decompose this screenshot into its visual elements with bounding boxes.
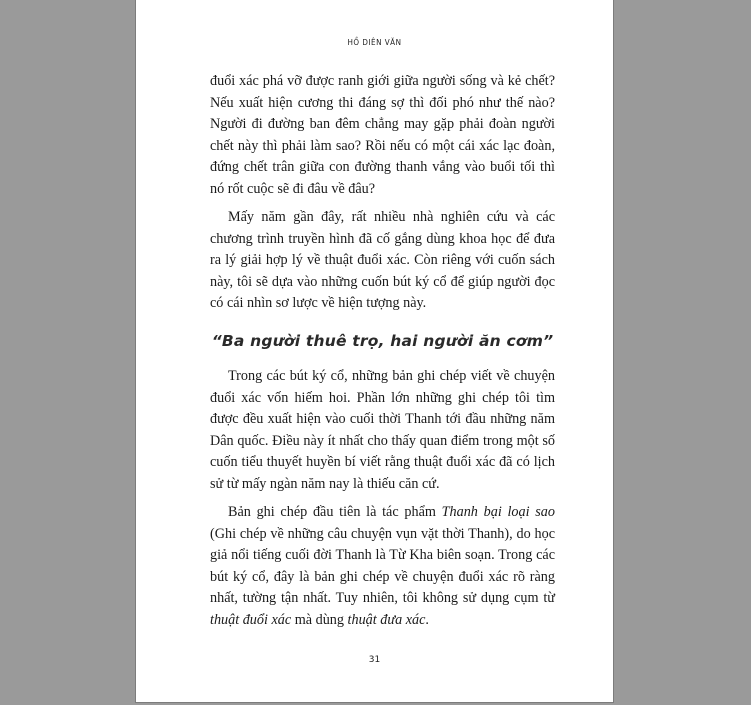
term-thuat-dua-xac: thuật đưa xác — [347, 611, 426, 628]
term-thuat-duoi-xac: thuật đuổi xác — [210, 611, 292, 628]
book-page — [135, 0, 614, 703]
book-title-italic: Thanh bại loại sao — [441, 504, 555, 520]
paragraph-4-part-c: (Ghi chép về những câu chuyện vụn vặt thời Thanh), do học giả nổi tiếng cuối đời Thanh là Từ Kha biên soạn. Trong các bút ký cổ, đây là bản ghi chép về chuyện đuổi xác rõ ràng nhất, tường tận nhất. Tuy nhiên, tôi không sử dụng cụm từ — [210, 525, 555, 607]
paragraph-4-text — [210, 502, 555, 632]
paragraph-4-part-e: mà dùng — [291, 611, 348, 628]
paragraph-4-part-a: Bản ghi chép đầu tiên là tác phẩm — [228, 504, 442, 520]
page-number: 31 — [368, 655, 381, 665]
section-heading: “Ba người thuê trọ, hai người ăn cơm” — [211, 332, 554, 350]
paragraph-2-text: Mấy năm gần đây, rất nhiều nhà nghiên cứu và các chương trình truyền hình đã cố gắng dùng khoa học để đưa ra lý giải hợp lý về thuật đuổi xác. Còn riêng với cuốn sách này, tôi sẽ dựa vào những cuốn bút ký cổ để giúp người đọc có cái nhìn sơ lược về hiện tượng này. — [210, 209, 555, 312]
paragraph-4 — [210, 502, 555, 632]
paragraph-3-text: Trong các bút ký cổ, những bản ghi chép viết về chuyện đuổi xác vốn hiếm hoi. Phần lớn những ghi chép tôi tìm được đều xuất hiện vào cuối thời Thanh tới đầu những năm Dân quốc. Điều này ít nhất cho thấy quan điểm trong một số cuốn tiểu thuyết huyền bí viết rằng thuật đuổi xác đã có lịch sử từ mấy ngàn năm nay là thiếu căn cứ. — [210, 368, 555, 492]
paragraph-2 — [210, 207, 555, 315]
paragraph-1 — [210, 71, 555, 201]
paragraph-3 — [210, 366, 555, 496]
paragraph-4-part-g: . — [425, 611, 429, 628]
paragraph-1-text: đuổi xác phá vỡ được ranh giới giữa người sống và kẻ chết? Nếu xuất hiện cương thi đáng sợ thì đối phó như thế nào? Người đi đường ban đêm chẳng may gặp phải đoàn người chết này thì phải làm sao? Rồi nếu có một cái xác lạc đoàn, đứng chết trân giữa con đường thanh vắng vào buổi tối thì nó rốt cuộc sẽ đi đâu về đâu? — [210, 73, 555, 197]
running-head: HỒ DIÊN VĂN — [347, 38, 402, 47]
